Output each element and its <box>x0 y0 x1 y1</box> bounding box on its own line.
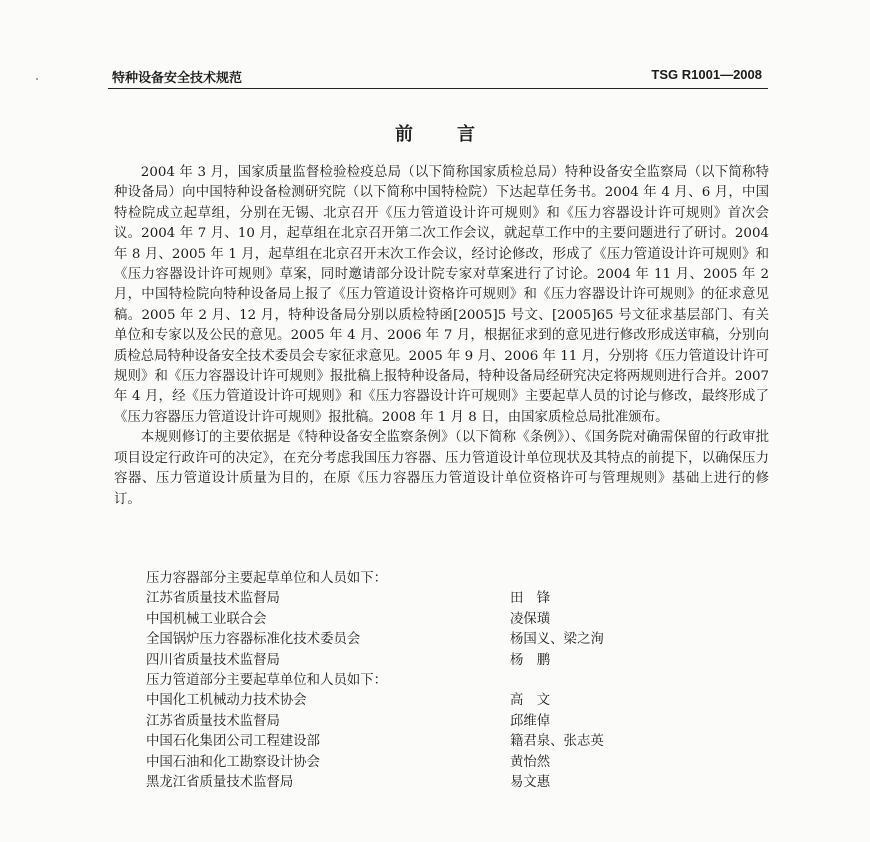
header-series-title: 特种设备安全技术规范 <box>112 71 243 86</box>
drafter-org: 黑龙江省质量技术监督局 <box>146 774 294 790</box>
vessel-drafters-heading <box>146 569 706 589</box>
heading-text: 压力容器部分主要起草单位和人员如下： <box>146 571 388 586</box>
drafter-row <box>146 589 706 609</box>
drafter-people: 籍君泉、张志英 <box>510 734 604 750</box>
drafters-list <box>146 569 706 793</box>
heading-text: 压力管道部分主要起草单位和人员如下： <box>146 672 388 688</box>
drafter-org: 中国机械工业联合会 <box>146 611 267 627</box>
drafter-org: 中国石油和化工勘察设计协会 <box>146 754 321 770</box>
drafter-row <box>146 691 706 711</box>
drafter-row <box>146 773 706 793</box>
page-title: 前言 <box>395 124 519 145</box>
drafter-org: 中国石化集团公司工程建设部 <box>146 734 321 750</box>
drafter-people: 邱维倬 <box>510 713 551 729</box>
drafter-people: 田 锋 <box>510 591 551 607</box>
paragraph-history: 2004 年 3 月，国家质量监督检验检疫总局（以下简称国家质检总局）特种设备安全监察局（以下简称特种设备局）向中国特种设备检测研究院（以下简称中国特检院）下达起草任务书。2004 年 4 月、6 月，中国特检院成立起草组，分别在无锡、北京召开《压力管道设计许可规则》和《压力容器设计许可规则》首次会议。2004 年 7 月、10 月，起草组在北京召开第二次工作会议，就起草工作中的主要问题进行了研讨。2004 年 8 月、2005 年 1 月，起草组在北京召开末次工作会议，经讨论修改，形成了《压力管道设计许可规则》和《压力容器设计许可规则》草案，同时邀请部分设计院专家对草案进行了讨论。2004 年 11 月、2005 年 2 月，中国特检院向特种设备局上报了《压力管道设计资格许可规则》和《压力容器设计许可规则》的征求意见稿。2005 年 2 月、12 月，特种设备局分别以质检特函[2005]5 号文、[2005]65 号文征求基层部门、有关单位和专家以及公民的意见。2005 年 4 月、2006 年 7 月，根据征求到的意见进行修改形成送审稿，分别向质检总局特种设备安全技术委员会专家征求意见。2005 年 9 月、2006 年 11 月，分别将《压力管道设计许可规则》和《压力容器设计许可规则》报批稿上报特种设备局，特种设备局经研究决定将两规则进行合并。2007 年 4 月，经《压力管道设计许可规则》和《压力容器设计许可规则》主要起草人员的讨论与修改，最终形成了《压力容器压力管道设计许可规则》报批稿。2008 年 1 月 8 日，由国家质检总局批准颁布。 <box>114 165 769 425</box>
drafter-people: 高 文 <box>510 693 551 709</box>
header-standard-code: TSG R1001—2008 <box>651 67 762 82</box>
drafter-row <box>146 610 706 630</box>
drafter-row <box>146 651 706 671</box>
drafter-row <box>146 732 706 752</box>
drafter-row <box>146 712 706 732</box>
drafter-org: 江苏省质量技术监督局 <box>146 713 280 729</box>
drafter-org: 中国化工机械动力技术协会 <box>146 693 307 709</box>
paragraph-basis: 本规则修订的主要依据是《特种设备安全监察条例》（以下简称《条例》）、《国务院对确需保留的行政审批项目设定行政许可的决定》，在充分考虑我国压力容器、压力管道设计单位现状及其特点的前提下，以确保压力容器、压力管道设计质量为目的，在原《压力容器压力管道设计单位资格许可与管理规则》基础上进行的修订。 <box>114 430 769 507</box>
drafter-row <box>146 630 706 650</box>
drafter-people: 黄怡然 <box>510 754 551 770</box>
drafter-people: 凌保璜 <box>510 611 551 627</box>
drafter-org: 全国锅炉压力容器标准化技术委员会 <box>146 632 361 648</box>
drafter-org: 江苏省质量技术监督局 <box>146 591 280 607</box>
drafter-org: 四川省质量技术监督局 <box>146 652 280 668</box>
drafter-row <box>146 753 706 773</box>
scan-speck <box>36 78 38 80</box>
drafter-people: 杨国义、梁之洵 <box>510 632 604 648</box>
pipeline-drafters-heading <box>146 671 706 691</box>
drafter-people: 杨 鹏 <box>510 652 551 668</box>
foreword-body <box>114 163 769 510</box>
drafter-people: 易文惠 <box>510 774 551 790</box>
header-rule <box>108 88 768 89</box>
